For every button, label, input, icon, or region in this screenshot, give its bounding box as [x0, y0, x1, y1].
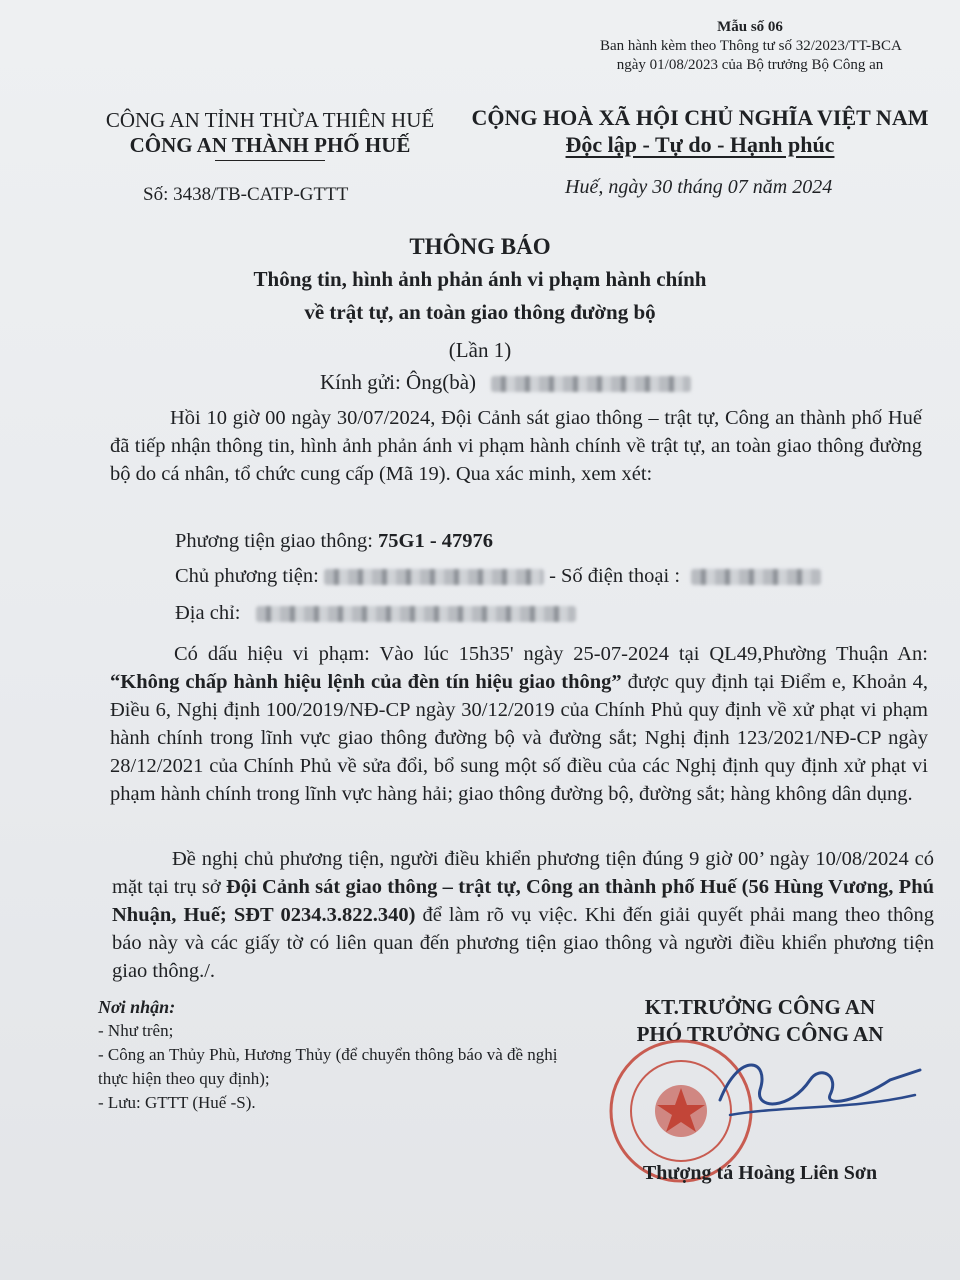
signer-name: Thượng tá Hoàng Liên Sơn [642, 1162, 878, 1184]
intro-paragraph: Hồi 10 giờ 00 ngày 30/07/2024, Đội Cảnh sát giao thông – trật tự, Công an thành phố Huế đã tiếp nhận thông tin, hình ảnh phản ánh vi phạm hành chính về trật tự, an toàn giao thông đường bộ do cá nhân, tổ chức cung cấp (Mã 19). Qua xác minh, xem xét: [110, 407, 922, 485]
violation-prefix: Có dấu hiệu vi phạm: Vào lúc 15h35' ngày 25-07-2024 tại QL49,Phường Thuận An: [174, 643, 928, 665]
recipients-block [98, 995, 558, 1115]
document-subtitle-2: về trật tự, an toàn giao thông đường bộ [304, 300, 656, 324]
recipient-item: - Như trên; [98, 1021, 174, 1040]
document-number: Số: 3438/TB-CATP-GTTT [143, 184, 349, 205]
phone-label: - Số điện thoại : [549, 565, 681, 587]
form-number [600, 18, 900, 75]
request-paragraph [112, 845, 934, 985]
national-motto: Độc lập - Tự do - Hạnh phúc [565, 132, 835, 157]
signature-line2: PHÓ TRƯỞNG CÔNG AN [636, 1022, 884, 1046]
recipient-item: - Lưu: GTTT (Huế -S). [98, 1093, 256, 1112]
vehicle-label: Phương tiện giao thông: [175, 530, 373, 552]
agency-parent: CÔNG AN TỈNH THỪA THIÊN HUẾ [105, 108, 435, 132]
license-plate: 75G1 - 47976 [378, 530, 494, 552]
recipient-line [320, 370, 691, 395]
agency-name: CÔNG AN THÀNH PHỐ HUẾ [129, 133, 411, 157]
address-label: Địa chỉ: [175, 602, 241, 624]
document-subtitle-1: Thông tin, hình ảnh phản ánh vi phạm hành chính [253, 267, 707, 291]
signature-line1: KT.TRƯỞNG CÔNG AN [644, 995, 876, 1019]
national-header [440, 104, 960, 158]
notice-attempt: (Lần 1) [448, 338, 512, 362]
document-title: THÔNG BÁO [409, 234, 551, 259]
request-office: Đội Cảnh sát giao thông – trật tự, Công an thành phố Huế (56 Hùng Vương, Phú Nhuận, Huế; SĐT 0234.3.822.340) [112, 876, 934, 926]
address-line [175, 602, 576, 625]
agency-header [60, 108, 480, 161]
agency-divider [215, 160, 325, 161]
redacted-address [256, 606, 576, 622]
redacted-name [491, 376, 691, 392]
request-prefix: Đề nghị chủ phương tiện, người điều khiển phương tiện đúng 9 giờ 00’ ngày 10/08/2024 có mặt tại trụ sở [112, 848, 934, 898]
form-code: Mẫu số 06 [717, 19, 783, 35]
owner-label: Chủ phương tiện: [175, 565, 319, 587]
document-date: Huế, ngày 30 tháng 07 năm 2024 [565, 176, 833, 198]
violation-suffix: được quy định tại Điểm e, Khoản 4, Điều 6, Nghị định 100/2019/NĐ-CP ngày 30/12/2019 của Chính Phủ quy định về xử phạt vi phạm hành chính trong lĩnh vực giao thông đường bộ và đường sắt; Nghị định 123/2021/NĐ-CP ngày 28/12/2021 của Chính Phủ về sửa đổi, bổ sung một số điều của các Nghị định quy định xử phạt vi phạm hành chính trong lĩnh vực hàng hải; giao thông đường bộ, đường sắt; hàng không dân dụng. [110, 671, 928, 805]
request-suffix: để làm rõ vụ việc. Khi đến giải quyết phải mang theo thông báo này và các giấy tờ có liên quan đến phương tiện giao thông và người điều khiển phương tiện giao thông./. [112, 904, 934, 982]
vehicle-line [175, 530, 493, 553]
owner-line [175, 565, 821, 588]
recipients-heading: Nơi nhận: [98, 997, 176, 1017]
redacted-owner [324, 569, 544, 585]
redacted-phone [691, 569, 821, 585]
recipient-label: Kính gửi: Ông(bà) [320, 370, 477, 394]
country-name: CỘNG HOÀ XÃ HỘI CHỦ NGHĨA VIỆT NAM [471, 105, 929, 130]
recipient-item: - Công an Thủy Phù, Hương Thủy (để chuyển thông báo và đề nghị thực hiện theo quy định); [98, 1045, 558, 1088]
form-issued-line2: ngày 01/08/2023 của Bộ trưởng Bộ Công an [616, 57, 884, 73]
handwritten-signature-icon [700, 1040, 930, 1140]
form-issued-line1: Ban hành kèm theo Thông tư số 32/2023/TT-BCA [600, 38, 902, 54]
violation-name: “Không chấp hành hiệu lệnh của đèn tín hiệu giao thông” [110, 671, 622, 693]
violation-paragraph [110, 640, 928, 808]
